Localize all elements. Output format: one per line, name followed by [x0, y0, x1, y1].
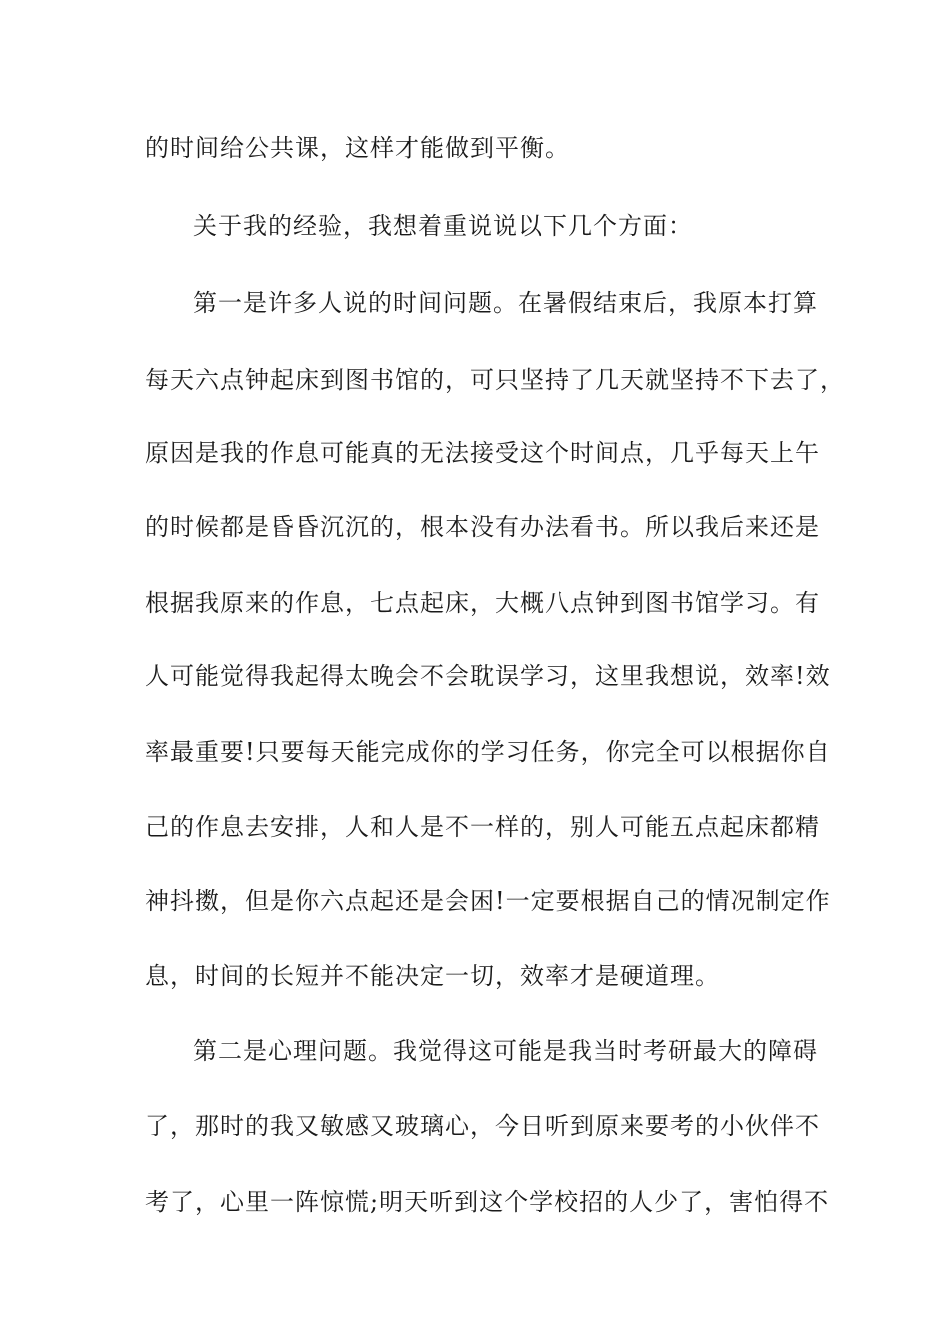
text-line-1: 的时间给公共课，这样才能做到平衡。: [145, 134, 570, 162]
paragraph-2-line-5: 根据我原来的作息，七点起床，大概八点钟到图书馆学习。有: [145, 589, 820, 617]
paragraph-3-line-3: 考了，心里一阵惊慌;明天听到这个学校招的人少了，害怕得不: [145, 1188, 830, 1216]
paragraph-3-line-1: 第二是心理问题。我觉得这可能是我当时考研最大的障碍: [193, 1037, 818, 1065]
paragraph-2-line-1: 第一是许多人说的时间问题。在暑假结束后，我原本打算: [193, 289, 818, 317]
paragraph-2-line-4: 的时候都是昏昏沉沉的，根本没有办法看书。所以我后来还是: [145, 513, 820, 541]
paragraph-2-line-3: 原因是我的作息可能真的无法接受这个时间点，几乎每天上午: [145, 439, 820, 467]
paragraph-2-line-8: 己的作息去安排，人和人是不一样的，别人可能五点起床都精: [145, 813, 820, 841]
paragraph-2-line-10: 息，时间的长短并不能决定一切，效率才是硬道理。: [145, 962, 720, 990]
paragraph-2-line-9: 神抖擞，但是你六点起还是会困!一定要根据自己的情况制定作: [145, 887, 831, 915]
paragraph-2-line-2: 每天六点钟起床到图书馆的，可只坚持了几天就坚持不下去了，: [145, 366, 845, 394]
paragraph-2-line-6: 人可能觉得我起得太晚会不会耽误学习，这里我想说，效率!效: [145, 662, 831, 690]
paragraph-1-line-1: 关于我的经验，我想着重说说以下几个方面：: [193, 212, 693, 240]
paragraph-3-line-2: 了，那时的我又敏感又玻璃心，今日听到原来要考的小伙伴不: [145, 1112, 820, 1140]
paragraph-2-line-7: 率最重要!只要每天能完成你的学习任务，你完全可以根据你自: [145, 738, 831, 766]
